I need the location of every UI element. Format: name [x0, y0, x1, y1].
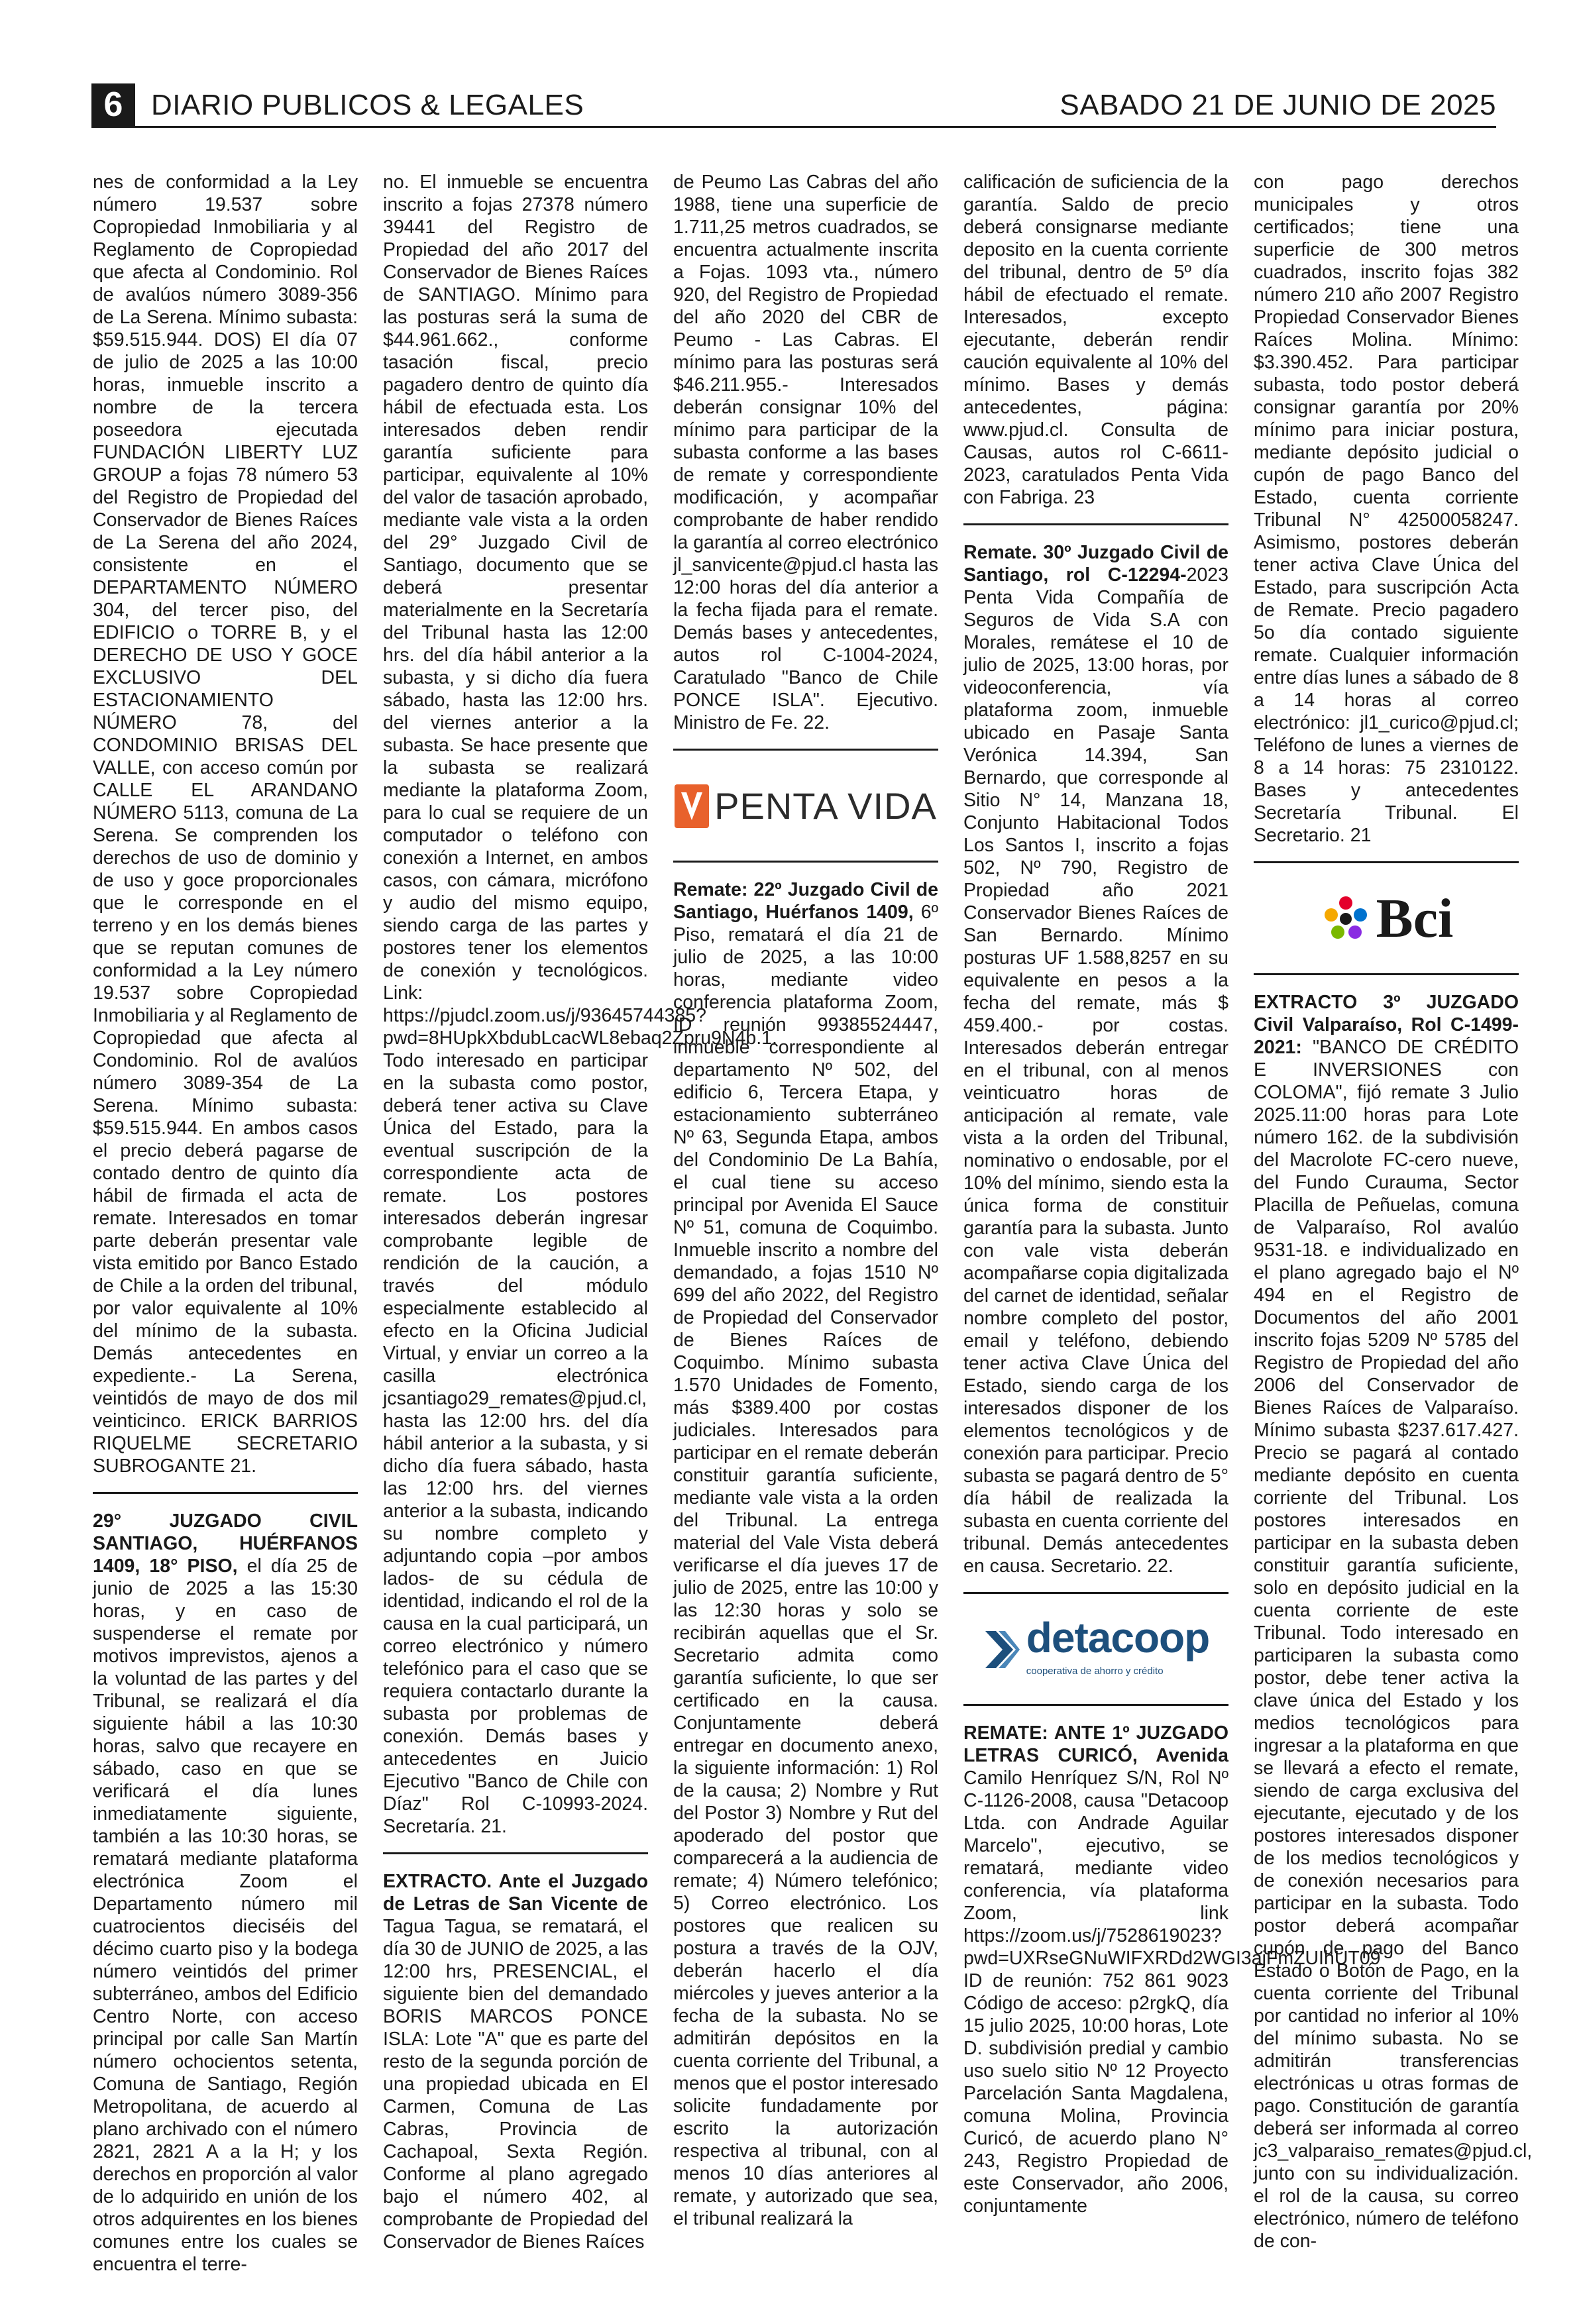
notice-body: el día 25 de junio de 2025 a las 15:30 horas, y en caso de suspenderse el remate por motivos imprevistos, ajenos a la voluntad de las partes y del Tribunal, se realizará el día siguiente hábil a las 10:30 horas, salvo que recayere en sábado, caso en que se verificará el día lunes inmediatamente siguiente, también a las 10:30 horas, se rematará mediante plataforma electrónica Zoom el Departamento número mil cuatrocientos dieciséis del décimo cuarto piso y la bodega número veintidós del primer subterráneo, ambos del Edificio Centro Norte, con acceso principal por calle San Martín número ochocientos setenta, Comuna de Santiago, Región Metropolitana, de acuerdo al plano archivado con el número 2821, 2821 A a la H; y los derechos en proporción al valor de lo adquirido en unión de los otros adquirentes en los bienes comunes entre los cuales se encuentra el terre- [93, 1556, 358, 2275]
notice-body: Camilo Henríquez S/N, Rol Nº C-1126-2008, causa "Detacoop Ltda. con Andrade Aguilar Marcelo", ejecutivo, se rematará, mediante video conferencia, vía plataforma Zoom, link https://zoom.us/j/7528619023?pwd=UXRseGNuWIFXRDd2WGI3ajFmZUIhUT09 ID de reunión: 752 861 9023 Código de acceso: p2rgkQ, día 15 julio 2025, 10:00 horas, Lote D. subdivisión predial y cambio uso suelo sitio Nº 12 Proyecto Parcelación Santa Magdalena, comuna Molina, Provincia Curicó, de acuerdo plano N° 243, Registro Propiedad de este Conservador, año 2006, conjuntamente [963, 1768, 1381, 2217]
notice-heading: EXTRACTO 3º JUZGADO Civil Valparaíso, Rol C-1499-2021: [1254, 992, 1519, 1058]
page-number: 6 [91, 83, 135, 126]
notice-3-juzgado-valparaiso [1254, 991, 1533, 2252]
notice-heading: 29° JUZGADO CIVIL SANTIAGO, HUÉRFANOS 1409, 18° PISO, [93, 1510, 358, 1577]
notice-san-vicente [383, 1870, 648, 2253]
column-4 [963, 171, 1381, 2291]
notice-san-vicente-continued: de Peumo Las Cabras del año 1988, tiene una superficie de 1.711,25 metros cuadrados, se encuentra actualmente inscrita a Fojas. 1093 vta., número 920, del Registro de Propiedad del año 2020 del CBR de Peumo - Las Cabras. El mínimo para las posturas será $46.211.955.- Interesados deberán consignar 10% del mínimo para participar de la subasta conforme a las bases de remate y correspondiente modificación, y acompañar comprobante de haber rendido la garantía al correo electrónico jl_sanvicente@pjud.cl hasta las 12:00 horas del día anterior a la fecha fijada para el remate. Demás bases y antecedentes, autos rol C-1004-2024, Caratulado "Banco de Chile PONCE ISLA". Ejecutivo. Ministro de Fe. 22. [673, 172, 938, 733]
bci-logo [1254, 879, 1519, 959]
divider [93, 1492, 358, 1494]
notice-30-juzgado-civil [963, 541, 1228, 1577]
notice-heading: EXTRACTO. Ante el Juzgado de Letras de San Vicente de [383, 1871, 648, 1915]
notice-heading: Remate: 22º Juzgado Civil de Santiago, Huérfanos 1409, [673, 879, 938, 923]
penta-v-icon [675, 784, 709, 828]
divider [963, 1592, 1228, 1594]
penta-vida-logo [673, 766, 938, 846]
divider [963, 1704, 1228, 1706]
divider [673, 749, 938, 751]
column-1 [93, 171, 358, 2291]
divider [963, 523, 1228, 525]
detacoop-wordmark: detacoop [1026, 1614, 1210, 1662]
column-2 [383, 171, 777, 2291]
notice-la-serena-continued: nes de conformidad a la Ley número 19.537 sobre Copropiedad Inmobiliaria y al Reglamento de Copropiedad que afecta al Condominio. Rol de avalúos número 3089-356 de La Serena. Mínimo subasta: $59.515.944. DOS) El día 07 de julio de 2025 a las 10:00 horas, inmueble inscrito a nombre de la tercera poseedora ejecutada FUNDACIÓN LIBERTY LUZ GROUP a fojas 78 número 53 del Registro de Propiedad del Conservador de Bienes Raíces de La Serena del año 2024, consistente en el DEPARTAMENTO NÚMERO 304, del tercer piso, del EDIFICIO o TORRE B, y el DERECHO DE USO Y GOCE EXCLUSIVO DEL ESTACIONAMIENTO NÚMERO 78, del CONDOMINIO BRISAS DEL VALLE, con acceso común por CALLE EL ARANDANO NÚMERO 5113, comuna de La Serena. Se comprenden los derechos de uso de dominio y de uso y goce proporcionales que le corresponde en el terreno y en los demás bienes que se reputan comunes de conformidad a la Ley número 19.537 sobre Copropiedad Inmobiliaria y al Reglamento de Copropiedad que afecta al Condominio. Rol de avalúos número 3089-354 de La Serena. Mínimo subasta: $59.515.944. En ambos casos el precio deberá pagarse de contado dentro de quinto día hábil de firmada el acta de remate. Interesados en tomar parte deberán presentar vale vista emitido por Banco Estado de Chile a la orden del tribunal, por valor equivalente al 10% del mínimo de la subasta. Demás antecedentes en expediente.- La Serena, veintidós de mayo de dos mil veinticinco. ERICK BARRIOS RIQUELME SECRETARIO SUBROGANTE 21. [93, 172, 358, 1477]
publication-date: SABADO 21 DE JUNIO DE 2025 [1060, 89, 1496, 121]
notice-22-juzgado-continued: calificación de suficiencia de la garantía. Saldo de precio deberá consignarse mediante deposito en la cuenta corriente del tribunal, dentro de 5º día hábil de efectuado el remate. Interesados, excepto ejecutante, deberán rendir caución equivalente al 10% del mínimo. Bases y demás antecedentes, página: www.pjud.cl. Consulta de Causas, autos rol C-6611-2023, caratulados Penta Vida con Fabriga. 23 [963, 172, 1228, 508]
notice-1-juzgado-curico [963, 1722, 1381, 2217]
notice-body: 2023 Penta Vida Compañía de Seguros de Vida S.A con Morales, remátese el 10 de julio de 2025, 13:00 horas, por videoconferencia, vía plataforma zoom, inmueble ubicado en Pasaje Santa Verónica 14.394, San Bernardo, que corresponde al Sitio N° 14, Manzana 18, Conjunto Habitacional Todos Los Santos I, inscrito a fojas 502, Nº 790, Registro de Propiedad año 2021 Conservador Bienes Raíces de San Bernardo. Mínimo posturas UF 1.588,8257 en su equivalente en pesos a la fecha del remate, más $ 459.400.- por costas. Interesados deberán entregar en el tribunal, con al menos veinticuatro horas de anticipación al remate, vale vista a la orden del Tribunal, nominativo o endosable, por el 10% del mínimo, siendo esta la única forma de constituir garantía para la subasta. Junto con vale vista deberán acompañarse copia digitalizada del carnet de identidad, señalar nombre completo del postor, email y teléfono, debiendo tener activa Clave Única del Estado, siendo carga de los interesados disponer de los elementos tecnológicos y de conexión para participar. Precio subasta se pagará dentro de 5° día hábil de realizada la subasta en cuenta corriente del tribunal. Demás antecedentes en causa. Secretario. 22. [963, 564, 1228, 1577]
column-3 [673, 171, 938, 2291]
bci-star-icon [1319, 892, 1372, 945]
page-header [91, 83, 1496, 128]
detacoop-chevron-icon [983, 1628, 1020, 1671]
divider [383, 1852, 648, 1854]
divider [1254, 861, 1519, 863]
notice-curico-continued: con pago derechos municipales y otros certificados; tiene una superficie de 300 metros cuadrados, inscrito fojas 382 número 210 año 2007 Registro Propiedad Conservador Bienes Raíces Molina. Mínimo: $3.390.452. Para participar subasta, todo postor deberá consignar garantía por 20% mínimo para iniciar postura, mediante depósito judicial o cupón de pago Banco del Estado, cuenta corriente Tribunal N° 42500058247. Asimismo, postores deberán tener activa Clave Única del Estado, para suscripción Acta de Remate. Precio pagadero 5o día contado siguiente remate. Cualquier información entre días lunes a sábado de 8 a 14 horas al correo electrónico: jl1_curico@pjud.cl; Teléfono de lunes a viernes de 8 a 14 horas: 75 2310122. Bases y antecedentes Secretaría Tribunal. El Secretario. 21 [1254, 172, 1519, 846]
notice-29-juzgado-civil [93, 1510, 358, 2276]
penta-vida-wordmark: PENTA VIDA [714, 785, 937, 827]
detacoop-logo [963, 1610, 1228, 1689]
notice-body: Tagua Tagua, se rematará, el día 30 de JUNIO de 2025, a las 12:00 hrs, PRESENCIAL, el siguiente bien del demandado BORIS MARCOS PONCE ISLA: Lote "A" que es parte del resto de la segunda porción de una propiedad ubicada en El Carmen, Comuna de Las Cabras, Provincia de Cachapoal, Sexta Región. Conforme al plano agregado bajo el número 402, al comprobante de Propiedad del Conservador de Bienes Raíces [383, 1916, 648, 2252]
publication-title: DIARIO PUBLICOS & LEGALES [151, 89, 584, 121]
column-5 [1254, 171, 1533, 2291]
notice-body: "BANCO DE CRÉDITO E INVERSIONES con COLOMA", fijó remate 3 Julio 2025.11:00 horas para Lote número 162. de la subdivisión del Macrolote FC-cero nueve, del Fundo Curauma, Sector Placilla de Peñuelas, comuna de Valparaíso, Rol avalúo 9531-18. e individualizado en el plano agregado bajo el Nº 494 en el Registro de Documentos del año 2001 inscrito fojas 5209 Nº 5785 del Registro de Propiedad del año 2006 del Conservador de Bienes Raíces de Valparaíso. Mínimo subasta $237.617.427. Precio se pagará al contado mediante depósito en cuenta corriente del Tribunal. Los postores interesados en participar en la subasta deben constituir garantía suficiente, solo en depósito judicial en la cuenta corriente de este Tribunal. Todo interesado en participaren la subasta como postor, debe tener activa la clave única del Estado y los medios tecnológicos para ingresar a la plataforma en que se llevará a efecto el remate, siendo de carga exclusiva del ejecutante, ejecutado y de los postores interesados disponer de los medios tecnológicos y de conexión necesarios para participar en la subasta. Todo postor deberá acompañar cupón de pago del Banco Estado o Botón de Pago, en la cuenta corriente del Tribunal por cantidad no inferior al 10% del mínimo subasta. No se admitirán transferencias electrónicas u otras formas de pago. Constitución de garantía deberá ser informada al correo jc3_valparaiso_remates@pjud.cl, junto con su individualización. el rol de la causa, su correo electrónico, número de teléfono de con- [1254, 1037, 1533, 2252]
notice-29-juzgado-continued: no. El inmueble se encuentra inscrito a fojas 27378 número 39441 del Registro de Propiedad del año 2017 del Conservador de Bienes Raíces de SANTIAGO. Mínimo para las posturas será la suma de $44.961.662., conforme tasación fiscal, precio pagadero dentro de quinto día hábil de efectuada esta. Los interesados deben rendir garantía suficiente para participar, equivalente al 10% del valor de tasación aprobado, mediante vale vista a la orden del 29° Juzgado Civil de Santiago, documento que se deberá presentar materialmente en la Secretaría del Tribunal hasta las 12:00 hrs. del día hábil anterior a la subasta, y si dicho día fuera sábado, hasta las 12:00 hrs. del viernes anterior a la subasta. Se hace presente que la subasta se realizará mediante la plataforma Zoom, para lo cual se requiere de un computador o teléfono con conexión a Internet, en ambos casos, con cámara, micrófono y audio del mismo equipo, siendo carga de las partes y postores tener los elementos de conexión y tecnológicos. Link: https://pjudcl.zoom.us/j/93645744385?pwd=8HUpkXbdubLcacWL8ebaq2Zpru9N4b.1. Todo interesado en participar en la subasta como postor, deberá tener activa su Clave Única del Estado, para la eventual suscripción de la correspondiente acta de remate. Los postores interesados deberán ingresar comprobante legible de rendición de la caución, a través del módulo especialmente establecido al efecto en la Oficina Judicial Virtual, y enviar un correo a la casilla electrónica jcsantiago29_remates@pjud.cl, hasta las 12:00 hrs. del día hábil anterior a la subasta, y si dicho día fuera sábado, hasta las 12:00 hrs. del viernes anterior a la subasta, indicando su nombre completo y adjuntando copia –por ambos lados- de su cédula de identidad, indicando el rol de la causa en la cual participará, un correo electrónico y número telefónico para el caso que se requiera contactarlo durante la subasta por problemas de conexión. Demás bases y antecedentes en Juicio Ejecutivo "Banco de Chile con Díaz" Rol C-10993-2024. Secretaría. 21. [383, 172, 777, 1837]
divider [1254, 973, 1519, 975]
notice-heading: Remate. 30º Juzgado Civil de Santiago, rol C-12294- [963, 542, 1228, 586]
notice-heading: REMATE: ANTE 1º JUZGADO LETRAS CURICÓ, Avenida [963, 1722, 1228, 1766]
notice-body: 6º Piso, rematará el día 21 de julio de 2025, a las 10:00 horas, mediante video conferencia plataforma Zoom, ID reunión 99385524447, inmueble correspondiente al departamento Nº 502, del edificio 6, Tercera Etapa, y estacionamiento subterráneo Nº 63, Segunda Etapa, ambos del Condominio De La Bahía, el cual tiene su acceso principal por Avenida El Sauce Nº 51, comuna de Coquimbo. Inmueble inscrito a nombre del demandado, a fojas 1510 Nº 699 del año 2022, del Registro de Propiedad del Conservador de Bienes Raíces de Coquimbo. Mínimo subasta 1.570 Unidades de Fomento, más $389.400 por costas judiciales. Interesados para participar en el remate deberán constituir garantía suficiente, mediante vale vista a la orden del Tribunal. La entrega material del Vale Vista deberá verificarse el día jueves 17 de julio de 2025, entre las 10:00 y las 12:30 horas y solo se recibirán aquellas que el Sr. Secretario admita como garantía suficiente, lo que ser certificado en la causa. Conjuntamente deberá entregar en documento anexo, la siguiente información: 1) Rol de la causa; 2) Nombre y Rut del Postor 3) Nombre y Rut del apoderado del postor que comparecerá a la audiencia de remate; 4) Número telefónico; 5) Correo electrónico. Los postores que realicen su postura a través de la OJV, deberán hacerlo el día miércoles y jueves anterior a la fecha de la subasta. No se admitirán depósitos en la cuenta corriente del Tribunal, a menos que el postor interesado solicite fundadamente por escrito la autorización respectiva al tribunal, con al menos 10 días anteriores al remate, y autorizado que sea, el tribunal realizará la [673, 902, 938, 2229]
bci-wordmark: Bci [1376, 888, 1454, 949]
notice-22-juzgado-civil [673, 878, 938, 2230]
divider [673, 861, 938, 863]
detacoop-tagline: cooperativa de ahorro y crédito [1026, 1665, 1164, 1677]
